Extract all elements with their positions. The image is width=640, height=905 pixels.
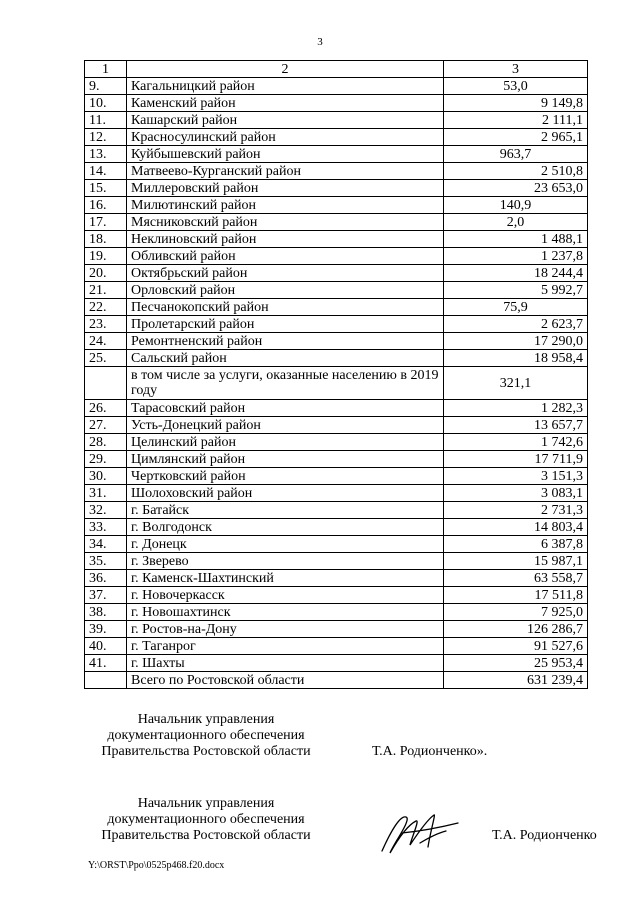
row-number: 18. — [85, 231, 127, 248]
table-row — [85, 485, 588, 502]
row-district: Всего по Ростовской области — [127, 672, 444, 689]
table-row — [85, 536, 588, 553]
table-row — [85, 197, 588, 214]
row-value: 63 558,7 — [444, 570, 588, 587]
table-row — [85, 316, 588, 333]
row-number: 38. — [85, 604, 127, 621]
header-col-3: 3 — [444, 61, 588, 78]
signature-1-title-line1: Начальник управления — [137, 712, 275, 727]
signature-1-title-line3: Правительства Ростовской области — [101, 744, 311, 759]
row-district: г. Донецк — [127, 536, 444, 553]
row-value: 25 953,4 — [444, 655, 588, 672]
row-value: 9 149,8 — [444, 95, 588, 112]
row-value: 17 511,8 — [444, 587, 588, 604]
row-value: 963,7 — [444, 146, 588, 163]
table-row — [85, 604, 588, 621]
row-district: Кашарский район — [127, 112, 444, 129]
row-district: Чертковский район — [127, 468, 444, 485]
row-district: г. Ростов-на-Дону — [127, 621, 444, 638]
row-number: 25. — [85, 350, 127, 367]
row-value: 6 387,8 — [444, 536, 588, 553]
table-row — [85, 400, 588, 417]
row-number — [85, 672, 127, 689]
table-row — [85, 163, 588, 180]
row-value: 126 286,7 — [444, 621, 588, 638]
row-value: 140,9 — [444, 197, 588, 214]
handwritten-signature — [372, 803, 462, 863]
row-value: 17 290,0 — [444, 333, 588, 350]
row-number: 14. — [85, 163, 127, 180]
row-value: 91 527,6 — [444, 638, 588, 655]
row-number: 26. — [85, 400, 127, 417]
row-district: г. Каменск-Шахтинский — [127, 570, 444, 587]
file-path: Y:\ORST\Ppo\0525p468.f20.docx — [88, 860, 225, 871]
table-row — [85, 417, 588, 434]
signature-2-name: Т.А. Родионченко — [492, 828, 597, 843]
signature-2-title-line1: Начальник управления — [137, 796, 275, 811]
table-row — [85, 655, 588, 672]
row-district: Цимлянский район — [127, 451, 444, 468]
row-number: 24. — [85, 333, 127, 350]
row-value: 3 151,3 — [444, 468, 588, 485]
row-district: Мясниковский район — [127, 214, 444, 231]
table-row — [85, 299, 588, 316]
table-row — [85, 553, 588, 570]
row-value: 18 958,4 — [444, 350, 588, 367]
row-number: 35. — [85, 553, 127, 570]
row-value: 1 282,3 — [444, 400, 588, 417]
header-col-1: 1 — [85, 61, 127, 78]
row-value: 321,1 — [444, 367, 588, 400]
row-number: 41. — [85, 655, 127, 672]
row-district: в том числе за услуги, оказанные населению в 2019 году — [127, 367, 444, 400]
row-number: 32. — [85, 502, 127, 519]
table-row — [85, 367, 588, 400]
row-district: г. Батайск — [127, 502, 444, 519]
row-district: Октябрьский район — [127, 265, 444, 282]
table-row — [85, 502, 588, 519]
signature-1-title-line2: документационного обеспечения — [107, 728, 305, 743]
row-district: Тарасовский район — [127, 400, 444, 417]
row-value: 2 111,1 — [444, 112, 588, 129]
row-value: 18 244,4 — [444, 265, 588, 282]
row-value: 75,9 — [444, 299, 588, 316]
row-district: г. Новошахтинск — [127, 604, 444, 621]
row-district: Куйбышевский район — [127, 146, 444, 163]
row-district: Каменский район — [127, 95, 444, 112]
page-number: 3 — [317, 36, 323, 48]
row-number: 37. — [85, 587, 127, 604]
row-district: г. Зверево — [127, 553, 444, 570]
row-district: Милютинский район — [127, 197, 444, 214]
row-number: 29. — [85, 451, 127, 468]
row-number: 13. — [85, 146, 127, 163]
row-district: Миллеровский район — [127, 180, 444, 197]
row-district: Усть-Донецкий район — [127, 417, 444, 434]
table-row — [85, 214, 588, 231]
row-number: 33. — [85, 519, 127, 536]
signature-block-2 — [88, 796, 324, 844]
row-value: 1 488,1 — [444, 231, 588, 248]
row-district: Пролетарский район — [127, 316, 444, 333]
table-row — [85, 587, 588, 604]
row-number: 11. — [85, 112, 127, 129]
row-number: 34. — [85, 536, 127, 553]
table-row — [85, 451, 588, 468]
row-district: Красносулинский район — [127, 129, 444, 146]
row-number: 21. — [85, 282, 127, 299]
row-district: г. Новочеркасск — [127, 587, 444, 604]
row-value: 2,0 — [444, 214, 588, 231]
table-row — [85, 146, 588, 163]
header-col-2: 2 — [127, 61, 444, 78]
row-value: 2 510,8 — [444, 163, 588, 180]
row-value: 14 803,4 — [444, 519, 588, 536]
table-row — [85, 78, 588, 95]
row-district: г. Шахты — [127, 655, 444, 672]
row-value: 2 965,1 — [444, 129, 588, 146]
table-row — [85, 248, 588, 265]
row-value: 7 925,0 — [444, 604, 588, 621]
table-row — [85, 519, 588, 536]
table-row — [85, 350, 588, 367]
table-row — [85, 129, 588, 146]
table-row — [85, 468, 588, 485]
row-number: 9. — [85, 78, 127, 95]
signature-block-1 — [88, 712, 324, 760]
row-value: 3 083,1 — [444, 485, 588, 502]
row-number: 28. — [85, 434, 127, 451]
row-number: 36. — [85, 570, 127, 587]
data-table — [84, 60, 588, 689]
signature-2-title-line2: документационного обеспечения — [107, 812, 305, 827]
row-district: Кагальницкий район — [127, 78, 444, 95]
row-number — [85, 367, 127, 400]
row-district: Песчанокопский район — [127, 299, 444, 316]
row-district: г. Таганрог — [127, 638, 444, 655]
row-district: Неклиновский район — [127, 231, 444, 248]
row-number: 15. — [85, 180, 127, 197]
row-district: Сальский район — [127, 350, 444, 367]
table-row — [85, 638, 588, 655]
row-number: 10. — [85, 95, 127, 112]
signature-1-name: Т.А. Родионченко». — [372, 744, 488, 759]
row-district: Шолоховский район — [127, 485, 444, 502]
table-row — [85, 265, 588, 282]
row-value: 1 237,8 — [444, 248, 588, 265]
row-number: 12. — [85, 129, 127, 146]
table-row — [85, 112, 588, 129]
row-value: 13 657,7 — [444, 417, 588, 434]
row-district: Матвеево-Курганский район — [127, 163, 444, 180]
row-value: 1 742,6 — [444, 434, 588, 451]
row-value: 23 653,0 — [444, 180, 588, 197]
row-value: 631 239,4 — [444, 672, 588, 689]
row-number: 20. — [85, 265, 127, 282]
table-row — [85, 282, 588, 299]
row-district: Целинский район — [127, 434, 444, 451]
row-value: 2 623,7 — [444, 316, 588, 333]
row-value: 5 992,7 — [444, 282, 588, 299]
row-number: 17. — [85, 214, 127, 231]
row-number: 27. — [85, 417, 127, 434]
row-number: 31. — [85, 485, 127, 502]
table-row — [85, 672, 588, 689]
table-row — [85, 95, 588, 112]
table-row — [85, 333, 588, 350]
row-number: 23. — [85, 316, 127, 333]
row-district: Обливский район — [127, 248, 444, 265]
table-row — [85, 570, 588, 587]
row-value: 15 987,1 — [444, 553, 588, 570]
row-number: 19. — [85, 248, 127, 265]
row-number: 22. — [85, 299, 127, 316]
table-row — [85, 434, 588, 451]
row-district: Ремонтненский район — [127, 333, 444, 350]
row-value: 2 731,3 — [444, 502, 588, 519]
row-number: 30. — [85, 468, 127, 485]
row-district: Орловский район — [127, 282, 444, 299]
row-district: г. Волгодонск — [127, 519, 444, 536]
row-value: 53,0 — [444, 78, 588, 95]
row-value: 17 711,9 — [444, 451, 588, 468]
table-row — [85, 180, 588, 197]
table-header-row — [85, 61, 588, 78]
row-number: 16. — [85, 197, 127, 214]
table-row — [85, 231, 588, 248]
signature-2-title-line3: Правительства Ростовской области — [101, 828, 311, 843]
row-number: 39. — [85, 621, 127, 638]
row-number: 40. — [85, 638, 127, 655]
table-row — [85, 621, 588, 638]
